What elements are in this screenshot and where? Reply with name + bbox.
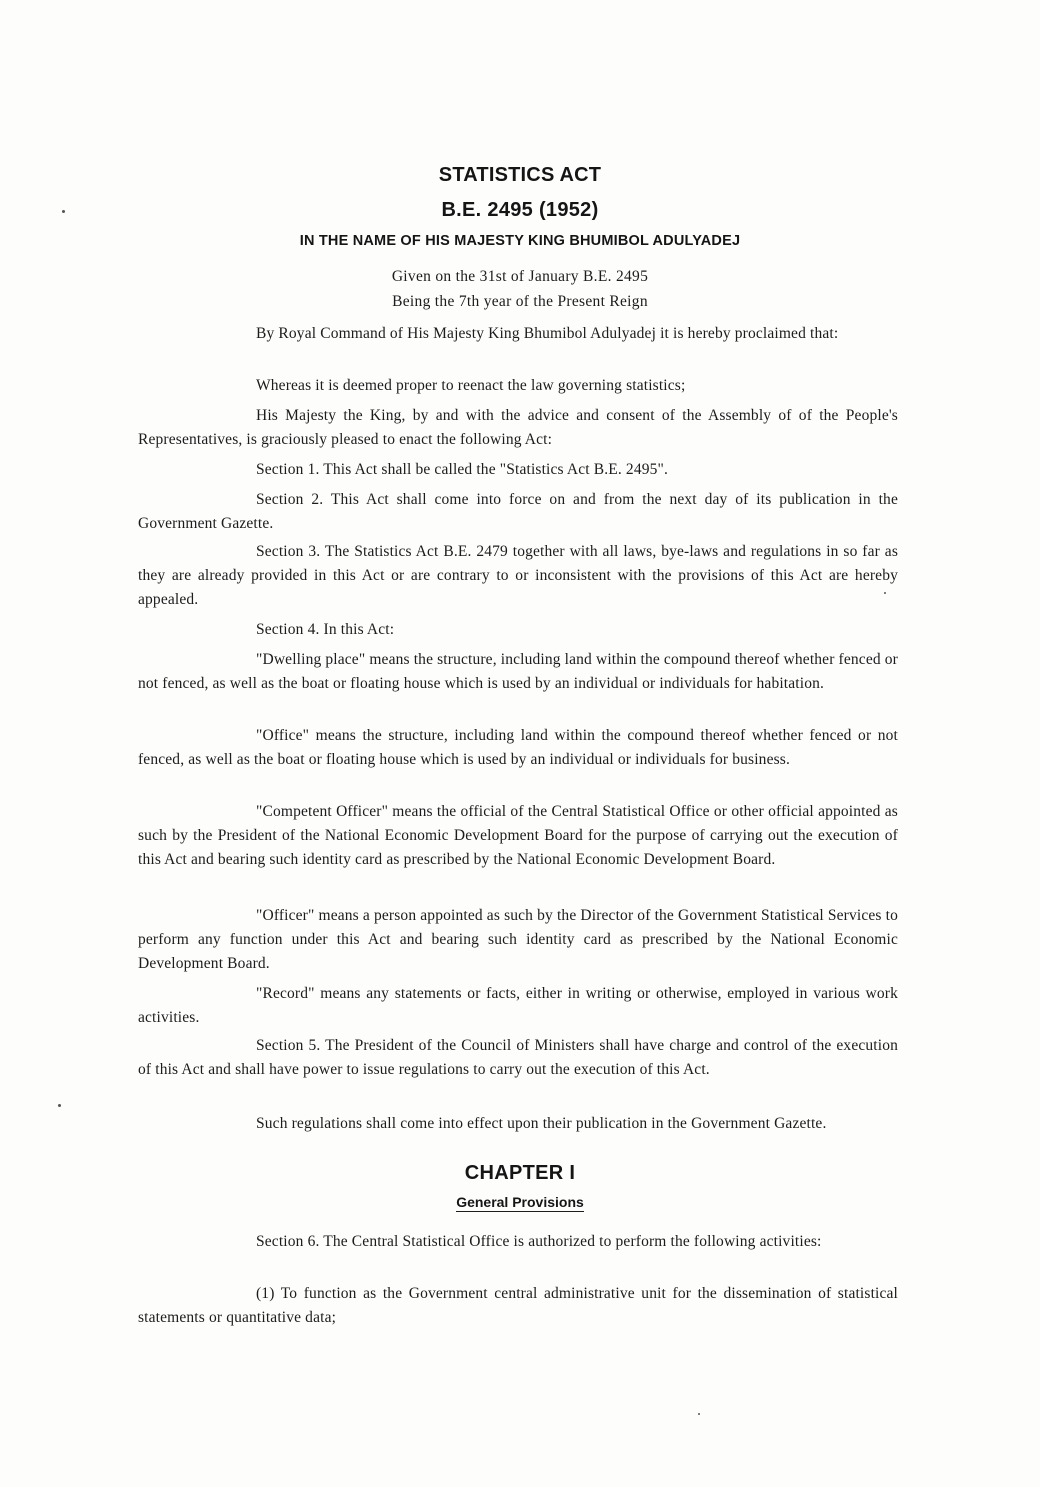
document-year: B.E. 2495 (1952) xyxy=(441,199,599,221)
definition-record: "Record" means any statements or facts, either in writing or otherwise, employed in various work activities. xyxy=(138,985,898,1026)
paragraph-section-6: Section 6. The Central Statistical Office is authorized to perform the following activities: xyxy=(256,1233,822,1250)
paragraph-whereas: Whereas it is deemed proper to reenact the law governing statistics; xyxy=(256,377,686,394)
paragraph-section-4: Section 4. In this Act: xyxy=(256,621,395,638)
paragraph-item-1: (1) To function as the Government central administrative unit for the dissemination of statistical statements or quantitative data; xyxy=(138,1285,898,1326)
definition-competent-officer: "Competent Officer" means the official of the Central Statistical Office or other official appointed as such by the President of the National Economic Development Board for the purpose of carrying out the execution of this Act and bearing such identity card as prescribed by the National Economic Development Board. xyxy=(138,803,898,868)
paragraph-proclamation: By Royal Command of His Majesty King Bhumibol Adulyadej it is hereby proclaimed that: xyxy=(256,325,839,342)
definition-officer: "Officer" means a person appointed as such by the Director of the Government Statistical Services to perform any function under this Act and bearing such identity card as prescribed by the National Economic Development Board. xyxy=(138,907,898,972)
royal-invocation: IN THE NAME OF HIS MAJESTY KING BHUMIBOL ADULYADEJ xyxy=(299,233,741,249)
scan-speck xyxy=(698,1413,700,1415)
chapter-subtitle: General Provisions xyxy=(456,1194,584,1210)
document-title: STATISTICS ACT xyxy=(438,164,602,186)
scan-speck xyxy=(62,210,65,213)
given-date: Given on the 31st of January B.E. 2495 xyxy=(391,268,649,285)
paragraph-section-5: Section 5. The President of the Council of Ministers shall have charge and control of the execution of this Act and shall have power to issue regulations to carry out the execution of this Act. xyxy=(138,1037,898,1078)
paragraph-regulations: Such regulations shall come into effect upon their publication in the Government Gazette. xyxy=(256,1115,827,1132)
paragraph-section-2: Section 2. This Act shall come into force on and from the next day of its publication in the Government Gazette. xyxy=(138,491,898,532)
reign-year: Being the 7th year of the Present Reign xyxy=(392,293,648,310)
scan-speck xyxy=(884,592,886,594)
paragraph-section-3: Section 3. The Statistics Act B.E. 2479 together with all laws, bye-laws and regulations in so far as they are already provided in this Act or are contrary to or inconsistent with the provisions of this Act are hereby appealed. xyxy=(138,543,898,608)
definition-office: "Office" means the structure, including land within the compound thereof whether fenced or not fenced, as well as the boat or floating house which is used by an individual or individuals for business. xyxy=(138,727,898,768)
chapter-heading: CHAPTER I xyxy=(464,1162,576,1184)
paragraph-enactment: His Majesty the King, by and with the advice and consent of the Assembly of of the People's Representatives, is graciously pleased to enact the following Act: xyxy=(138,407,898,448)
paragraph-section-1: Section 1. This Act shall be called the "Statistics Act B.E. 2495". xyxy=(256,461,669,478)
definition-dwelling-place: "Dwelling place" means the structure, including land within the compound thereof whether fenced or not fenced, as well as the boat or floating house which is used by an individual or individuals for habitation. xyxy=(138,651,898,692)
scan-speck xyxy=(58,1104,61,1107)
